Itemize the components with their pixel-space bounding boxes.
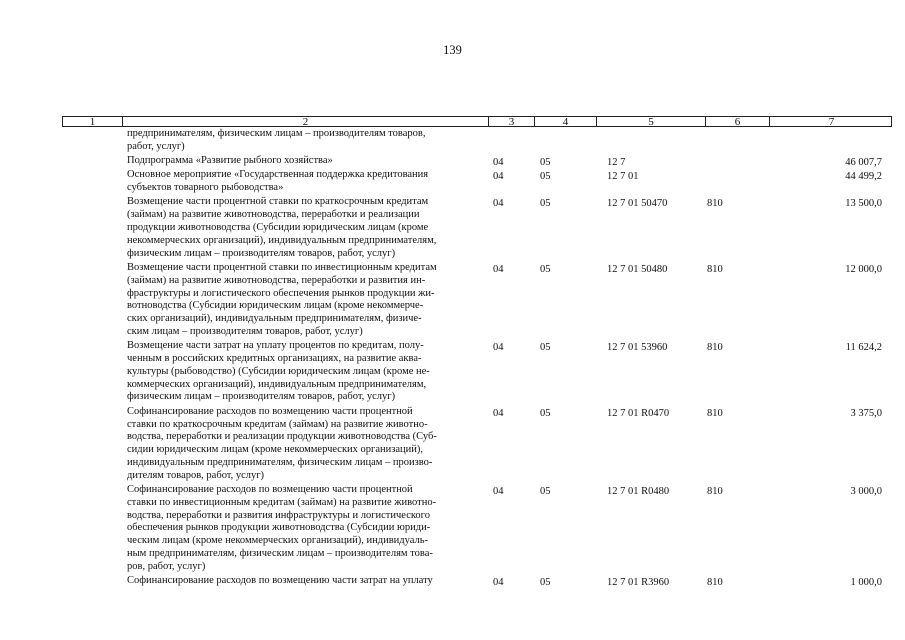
description-line: водства, переработки и реализации продукции животноводства (Суб- — [127, 431, 437, 443]
row-description — [127, 169, 482, 195]
description-line: индивидуальным предпринимателям, физическим лицам – произво- — [127, 456, 433, 468]
subsection-code: 05 — [540, 263, 551, 275]
description-line: продукции животноводства (Субсидии юридическим лицам (кроме — [127, 222, 429, 234]
description-line: Возмещение части затрат на уплату процентов по кредитам, полу- — [127, 340, 424, 352]
table-row — [0, 155, 905, 169]
section-code: 04 — [493, 198, 504, 210]
description-line: ров, работ, услуг) — [127, 560, 206, 572]
description-line: (займам) на развитие животноводства, переработки и развития ин- — [127, 274, 426, 286]
subsection-code: 05 — [540, 577, 551, 589]
expense-type-code: 810 — [707, 407, 723, 419]
subsection-code: 05 — [540, 198, 551, 210]
description-line: ческим лицам (кроме некоммерческих организаций), индивидуаль- — [127, 535, 429, 547]
description-line: ставки по краткосрочным кредитам (займам) на развитие животно- — [127, 418, 428, 430]
table-row — [0, 406, 905, 484]
expense-type-code: 810 — [707, 342, 723, 354]
description-line: некоммерческих организаций), индивидуальным предпринимателям, — [127, 234, 437, 246]
section-code: 04 — [493, 157, 504, 169]
description-line: Софинансирование расходов по возмещению части процентной — [127, 405, 413, 417]
description-line: Возмещение части процентной ставки по инвестиционным кредитам — [127, 261, 437, 273]
table-row — [0, 169, 905, 196]
target-article-code: 12 7 01 R0470 — [607, 407, 670, 419]
row-description — [127, 340, 482, 404]
description-line: Софинансирование расходов по возмещению части затрат на уплату — [127, 575, 433, 587]
description-line: Подпрограмма «Развитие рыбного хозяйства» — [127, 155, 333, 167]
section-code: 04 — [493, 263, 504, 275]
table-row — [0, 262, 905, 340]
description-line: ченным в российских кредитных организациях, на развитие аква- — [127, 353, 422, 365]
expense-type-code: 810 — [707, 577, 723, 589]
description-line: ным предпринимателям, физическим лицам – производителям това- — [127, 548, 433, 560]
amount: 3 375,0 — [850, 407, 882, 419]
description-line: Возмещение части процентной ставки по краткосрочным кредитам — [127, 196, 429, 208]
amount: 3 000,0 — [850, 486, 882, 498]
target-article-code: 12 7 01 R0480 — [607, 486, 670, 498]
description-line: Софинансирование расходов по возмещению части процентной — [127, 484, 413, 496]
row-description — [127, 406, 482, 483]
header-col-3: 3 — [489, 117, 535, 126]
description-line: фраструктуры и логистического обеспечения рынков продукции жи- — [127, 287, 435, 299]
amount: 1 000,0 — [850, 577, 882, 589]
subsection-code: 05 — [540, 342, 551, 354]
description-line: культуры (рыбоводство) (Субсидии юридическим лицам (кроме не- — [127, 365, 430, 377]
section-code: 04 — [493, 407, 504, 419]
description-line: обеспечения рынков продукции животноводства (Субсидии юриди- — [127, 522, 431, 534]
amount: 11 624,2 — [845, 342, 882, 354]
page-number: 139 — [443, 43, 462, 57]
target-article-code: 12 7 01 — [607, 171, 639, 183]
table-row — [0, 128, 905, 155]
expense-type-code: 810 — [707, 263, 723, 275]
subsection-code: 05 — [540, 486, 551, 498]
row-description — [127, 196, 482, 260]
description-line: ским лицам – производителям товаров, работ, услуг) — [127, 325, 363, 337]
amount: 46 007,7 — [845, 157, 882, 169]
row-description — [127, 128, 482, 154]
description-line: субъектов товарного рыбоводства» — [127, 182, 284, 194]
header-col-1: 1 — [63, 117, 123, 126]
header-col-5: 5 — [597, 117, 706, 126]
row-description — [127, 155, 482, 168]
row-description — [127, 575, 482, 588]
description-line: Основное мероприятие «Государственная поддержка кредитования — [127, 169, 429, 181]
table-body — [0, 128, 905, 589]
description-line: предпринимателям, физическим лицам – производителям товаров, — [127, 128, 426, 139]
target-article-code: 12 7 01 50470 — [607, 198, 668, 210]
table-row — [0, 340, 905, 406]
description-line: водства, переработки и развития инфраструктуры и логистического — [127, 509, 430, 521]
section-code: 04 — [493, 342, 504, 354]
description-line: (займам) на развитие животноводства, переработки и реализации — [127, 209, 420, 221]
table-row — [0, 575, 905, 589]
expense-type-code: 810 — [707, 486, 723, 498]
description-line: дителям товаров, работ, услуг) — [127, 469, 265, 481]
header-col-7: 7 — [828, 116, 835, 128]
table-header — [62, 116, 892, 127]
subsection-code: 05 — [540, 407, 551, 419]
section-code: 04 — [493, 486, 504, 498]
description-line: ских организаций), индивидуальным предпринимателям, физиче- — [127, 313, 422, 325]
target-article-code: 12 7 01 R3960 — [607, 577, 670, 589]
table-row — [0, 196, 905, 262]
header-col-2: 2 — [123, 117, 489, 126]
amount: 13 500,0 — [845, 198, 882, 210]
target-article-code: 12 7 — [607, 157, 626, 169]
target-article-code: 12 7 01 50480 — [607, 263, 668, 275]
description-line: коммерческих организаций), индивидуальным предпринимателям, — [127, 378, 427, 390]
row-description — [127, 262, 482, 339]
expense-type-code: 810 — [707, 198, 723, 210]
description-line: физическим лицам – производителям товаров, работ, услуг) — [127, 247, 396, 259]
header-col-6: 6 — [706, 117, 770, 126]
description-line: сидии юридическим лицам (кроме некоммерческих организаций), — [127, 444, 424, 456]
description-line: работ, услуг) — [127, 140, 185, 152]
description-line: вотноводства (Субсидии юридическим лицам (кроме некоммерче- — [127, 300, 424, 312]
section-code: 04 — [493, 171, 504, 183]
section-code: 04 — [493, 577, 504, 589]
amount: 44 499,2 — [845, 171, 882, 183]
description-line: физическим лицам – производителям товаров, работ, услуг) — [127, 391, 396, 403]
table-row — [0, 484, 905, 575]
row-description — [127, 484, 482, 574]
subsection-code: 05 — [540, 157, 551, 169]
amount: 12 000,0 — [845, 263, 882, 275]
description-line: ставки по инвестиционным кредитам (займам) на развитие животно- — [127, 496, 437, 508]
header-col-4: 4 — [535, 117, 597, 126]
target-article-code: 12 7 01 53960 — [607, 342, 668, 354]
subsection-code: 05 — [540, 171, 551, 183]
